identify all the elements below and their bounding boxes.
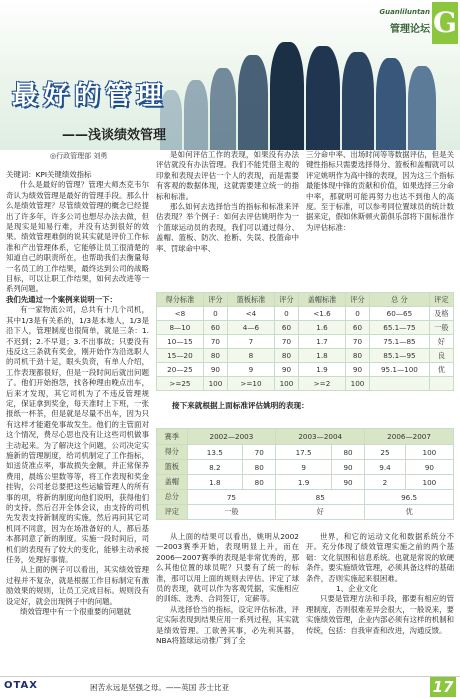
table-cell: 100 (203, 377, 227, 391)
table-cell: 优 (365, 505, 454, 520)
table-row (157, 349, 454, 363)
paragraph: 是如何评估工作的表现，如果没有办法评估就没有办法管理。我们不能凭借主观的印象和表现去评估一个人的表现，而是需要有客观的数据体现，这就需要建立统一的指标和标准。 (156, 150, 299, 201)
table-cell: 100 (274, 377, 298, 391)
row-label: 总分 (157, 490, 188, 505)
table-row (157, 505, 454, 520)
column-header: 评分 (274, 293, 298, 307)
row-label: 篮板 (157, 460, 188, 475)
table-cell: 80 (274, 349, 298, 363)
table-cell: 0 (203, 307, 227, 321)
table-cell: 80 (203, 349, 227, 363)
table-cell: 70 (345, 335, 369, 349)
table-cell: 1.9 (276, 475, 332, 490)
table-cell: 60—65 (370, 307, 430, 321)
table-row (157, 307, 454, 321)
scoring-standard-table (156, 292, 454, 391)
table-row (157, 335, 454, 349)
table-cell: 80 (345, 349, 369, 363)
table-cell: 75 (187, 490, 276, 505)
column-header: 篮板标准 (228, 293, 275, 307)
table-cell: 好 (276, 505, 365, 520)
column-2-top (156, 150, 299, 278)
table-cell: 15—20 (157, 349, 204, 363)
table-cell: 90 (203, 363, 227, 377)
table-cell: 9 (228, 363, 275, 377)
table-cell: 1.6 (299, 321, 346, 335)
table-row (157, 460, 454, 475)
table-cell: 17.5 (276, 445, 332, 460)
table-cell: 90 (405, 460, 453, 475)
table-cell (429, 377, 453, 391)
brand-english: Guanliluntan (379, 8, 430, 16)
footer (0, 676, 460, 698)
table-cell: >=2 (299, 377, 346, 391)
paragraph: 关键词：KPI关键绩效指标 (6, 170, 92, 179)
table-cell: 100 (405, 445, 453, 460)
table-cell: 75.1—85 (370, 335, 430, 349)
table-cell: >=25 (157, 377, 204, 391)
column-3-bottom (306, 532, 454, 674)
table-cell: 100 (345, 377, 369, 391)
paragraph: 从选择恰当的指标，设定评估标准，评定实际表现到结果应用一系列过程，其实就是绩效管理。工欲善其事，必先利其器，NBA将篮球运动推广到了全 (156, 604, 299, 646)
table-cell: 85.1—95 (370, 349, 430, 363)
table-cell: 96.5 (365, 490, 454, 505)
column-header: 赛季 (157, 429, 188, 445)
table-row (157, 445, 454, 460)
table-cell: 95.1—100 (370, 363, 430, 377)
paragraph: 那么如何去选择恰当的指标和标准来评估表现？举个例子：如何去评估姚明作为一个篮球运动员的表现，我们可以通过得分、盖帽、篮板、防次、抢断、失误、投篮命中率、罚球命中率、 (156, 202, 299, 253)
table-cell: 一般 (429, 321, 453, 335)
column-header: 得分标准 (157, 293, 204, 307)
table-cell: 13.5 (187, 445, 243, 460)
table-cell: 1.8 (187, 475, 243, 490)
row-label: 得分 (157, 445, 188, 460)
byline: ◎行政管理部 刘勇 (50, 152, 108, 160)
column-1 (6, 170, 149, 675)
paragraph: 绩效管理中有一个很重要的问题就 (20, 607, 131, 617)
table-cell: 90 (331, 460, 364, 475)
header-banner (0, 0, 460, 150)
paragraph: 只要是管理方法和手段，都要有相应的管理制度，否则很难差异会很大，一般说来，要实施绩效管理，企业内部必须有这样的机制和传统，包括：自我审查和改进，沟通反馈。 (306, 594, 454, 635)
article-subtitle: ——浅谈绩效管理 (62, 128, 167, 143)
column-header: 盖帽标准 (299, 293, 346, 307)
table-cell: 85 (276, 490, 365, 505)
table-cell: 优 (429, 363, 453, 377)
table-cell: 8—10 (157, 321, 204, 335)
table-cell: 65.1—75 (370, 321, 430, 335)
table-row (157, 475, 454, 490)
business-people-illustration (150, 30, 450, 150)
table-cell: 9.4 (365, 460, 406, 475)
table-cell: 100 (405, 475, 453, 490)
table-cell: 60 (203, 321, 227, 335)
table-cell: 好 (429, 335, 453, 349)
page-number: 17 (430, 677, 456, 697)
paragraph: 有一家物流公司，总共有十几个司机，其中1/3是有关系的，1/3是本地人，1/3是沿下人，管理制度也很简单，就是三条：1.不迟到；2.不早退；3.不出事故；只要没有违反这三条就有奖金，刚开始作为沿选职人的司机干劲十足，眼头负资，有单人介绍，工作表现都很好，但是一段时间后就出问题了。他们开始抱怨，找各种理由晚点出车，后来才发现，其它司机为了不违反管理规定，保证拿到奖金，每天准时上下班，一张报纸一杯茶，但是就是尽量不出车，因为只有这样才能避免事故发生。他们的主管面对这个情况，费尽心思也没有让这些司机做事主动起来。为了解决这个问题，公司决定实施新的管理制度，给司机制定了工作指标，如送货准点率，事故损失金额，并正常保养费用，晨练公里数等等，将工作表现和奖金挂钩，公司老总要把这些运输管理人的所有事的项，将新的制度向他们说明，获得他们的支持。然后召开全体会议，由支持的司机先发表支持新制度的实施，然后再问其它司机同不同意，因为在场准备好的人，都后基本都同意了新的制度。实施一段时间后，司机们的表现有了较大的变化，能够主动承接任务，处理好事情。 (6, 305, 149, 565)
brand-letter-badge: G (432, 2, 458, 44)
column-header: 2006—2007 (365, 429, 454, 445)
table-cell: 7 (228, 335, 275, 349)
table-cell: 0 (274, 307, 298, 321)
table-cell: 良 (429, 349, 453, 363)
table-row (157, 377, 454, 391)
table-header-row (157, 293, 454, 307)
yao-ming-evaluation-table (156, 428, 454, 520)
table-row (157, 363, 454, 377)
table-cell: 及格 (429, 307, 453, 321)
table-cell: 4—6 (228, 321, 275, 335)
table-cell: 90 (331, 475, 364, 490)
column-2-bottom (156, 532, 299, 674)
table-cell: 70 (203, 335, 227, 349)
section-heading: 我们先通过一个案例来说明一下： (6, 294, 117, 304)
footer-quote: 困苦永远是坚强之母。——英国 莎士比亚 (90, 683, 230, 692)
table-cell: 90 (274, 363, 298, 377)
column-header: 评分 (345, 293, 369, 307)
table-cell: 2 (365, 475, 406, 490)
table-cell: 1.7 (299, 335, 346, 349)
brand-chinese: 管理论坛 (390, 24, 430, 35)
table-cell: 一般 (187, 505, 276, 520)
table-cell: >=10 (228, 377, 275, 391)
row-label: 评定 (157, 505, 188, 520)
table-header-row (157, 429, 454, 445)
table-cell: 60 (345, 321, 369, 335)
paragraph: 什么是最好的管理？管理大师杰克韦尔奇认为绩效管理是最好的管理手段。那么什么是绩效管理？尽管绩效管理的概念已经提出了许多年，许多公司也想尽办法去做，但是现实是知易行难，并没有达到很好的效果。绩效管理难倒的说其实就是评价工作标准和产出管理体系，它能够让员工很清楚的知道自己的职责所在，也帮助我们去衡量每一名员工的工作结果，最终达到公司的战略目标，可以让职工作结果，如何去改进等一系列问题。 (6, 180, 149, 294)
table-row (157, 321, 454, 335)
column-header: 总 分 (370, 293, 430, 307)
paragraph: 从上面的例子可以看出，其实绩效管理过程并不复杂，就是根据工作目标制定有激励效果的规则，让员工完成目标。规则没有设定好，就会出现例子中的问题。 (6, 565, 149, 606)
table-cell: 60 (274, 321, 298, 335)
table-cell: 0 (345, 307, 369, 321)
row-label: 盖帽 (157, 475, 188, 490)
table-cell: 8.2 (187, 460, 243, 475)
table-cell: 70 (274, 335, 298, 349)
table-caption: 接下来就根据上面标准评估姚明的表现： (172, 401, 309, 410)
paragraph: 三分命中率、出场时间等等数据评估，但是关键性指标只需要选择得分、篮板和盖帽就可以评定姚明作为高中锋的表现，因为这三个指标最能体现中锋的贡献和价值，如果选择三分命中率，那就明可能再努力也达不到他人的高度。至于标准，可以参考同位置球员的统计数据来定，假如休斯顿火箭俱乐部将下面标准作为评估标准： (306, 150, 454, 232)
paragraph: 1、企业文化 (336, 584, 378, 594)
table-cell: 8 (228, 349, 275, 363)
footer-logo: OTAX (4, 680, 38, 691)
table-cell: 80 (243, 475, 276, 490)
table-cell: 10—15 (157, 335, 204, 349)
column-header: 2003—2004 (276, 429, 365, 445)
table-cell: 70 (243, 445, 276, 460)
table-cell: 20—25 (157, 363, 204, 377)
column-3-top (306, 150, 454, 278)
table-cell: 1.9 (299, 363, 346, 377)
table-cell: <8 (157, 307, 204, 321)
paragraph: 从上面的结果可以看出，姚明从2002—2003赛季开始，表现明显上升，而在2006—2007赛季的表现是非常优秀的，那么其他位置的球员呢？只要有了统一的标准，那可以用上面的规则去评估。评定了球员的表现，就可以作为客观凭据，实施相应的训练、选秀、合同签订，定薪等。 (156, 532, 299, 604)
table-cell: 25 (365, 445, 406, 460)
table-cell: 90 (345, 363, 369, 377)
table-cell: 1.8 (299, 349, 346, 363)
table-cell: <4 (228, 307, 275, 321)
column-header: 评定 (429, 293, 453, 307)
table-cell (370, 377, 430, 391)
article-title: 最好的管理 (12, 81, 168, 111)
table-row (157, 490, 454, 505)
column-header: 2002—2003 (187, 429, 276, 445)
table-cell: <1.6 (299, 307, 346, 321)
table-cell: 80 (243, 460, 276, 475)
table-cell: 9 (276, 460, 332, 475)
paragraph: 世界，和它的运动文化和数据系统分不开。充分体现了绩效管理实施之前的两个基础：文化氛围和信息系统。也就是常说的软硬条件。要实施绩效管理，必须具备这样的基础条件，否则实施起来很困难。 (306, 532, 454, 583)
table-cell: 80 (331, 445, 364, 460)
column-header: 评分 (203, 293, 227, 307)
